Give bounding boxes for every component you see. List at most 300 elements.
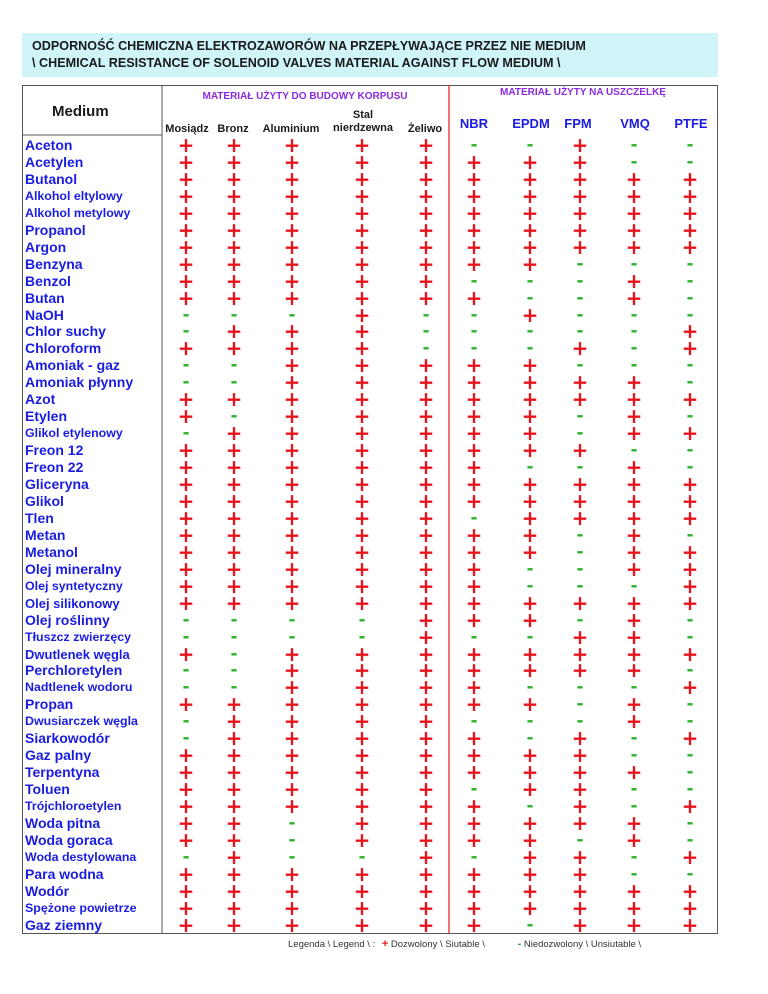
suitable-mark: + [283, 251, 301, 276]
suitable-mark: + [681, 421, 699, 446]
suitable-mark: + [521, 370, 539, 395]
medium-name: Nadtlenek wodoru [25, 680, 133, 695]
suitable-mark: + [417, 692, 435, 717]
unsuitable-mark: - [182, 846, 190, 867]
unsuitable-mark: - [358, 626, 366, 647]
unsuitable-mark: - [470, 779, 478, 800]
medium-name: Metanol [25, 543, 78, 560]
suitable-mark: + [225, 336, 243, 361]
unsuitable-mark: - [686, 745, 694, 766]
unsuitable-mark: - [576, 423, 584, 444]
legend-suitable-text: Dozwolony \ Siutable \ [390, 938, 485, 950]
medium-header: Medium [52, 103, 109, 120]
unsuitable-mark: - [576, 541, 584, 562]
suitable-mark: + [465, 658, 483, 683]
medium-name: Chlor suchy [25, 323, 106, 340]
suitable-mark: + [353, 200, 371, 225]
suitable-mark: + [283, 556, 301, 581]
suitable-mark: + [283, 675, 301, 700]
unsuitable-mark: - [686, 372, 694, 393]
suitable-mark: + [465, 861, 483, 886]
suitable-mark: + [177, 387, 195, 412]
suitable-mark: + [225, 387, 243, 412]
unsuitable-mark: - [526, 558, 534, 579]
suitable-mark: + [417, 811, 435, 835]
suitable-mark: + [177, 234, 195, 259]
suitable-mark: + [353, 794, 371, 819]
unsuitable-mark: - [526, 575, 534, 596]
suitable-mark: + [283, 234, 301, 259]
suitable-mark: + [283, 268, 301, 293]
medium-name: Benzyna [25, 255, 83, 272]
suitable-mark: + [465, 353, 483, 378]
unsuitable-mark: - [182, 728, 190, 749]
suitable-mark: + [681, 675, 699, 700]
suitable-mark: + [177, 895, 195, 920]
suitable-mark: + [417, 522, 435, 547]
suitable-mark: + [177, 217, 195, 242]
legend [288, 938, 668, 956]
suitable-mark: + [353, 505, 371, 530]
unsuitable-mark: - [576, 694, 584, 715]
suitable-mark: + [571, 777, 589, 802]
unsuitable-mark: - [526, 728, 534, 749]
unsuitable-mark: - [230, 304, 238, 325]
suitable-mark: + [225, 692, 243, 717]
column-header-fpm: FPM [564, 116, 592, 131]
suitable-mark: + [353, 319, 371, 344]
suitable-mark: + [353, 692, 371, 717]
unsuitable-mark: - [422, 321, 430, 342]
suitable-mark: + [681, 472, 699, 496]
unsuitable-mark: - [526, 677, 534, 698]
suitable-mark: + [625, 404, 643, 429]
suitable-mark: + [177, 166, 195, 191]
unsuitable-mark: - [230, 626, 238, 647]
unsuitable-mark: - [526, 796, 534, 817]
suitable-mark: + [465, 421, 483, 446]
unsuitable-mark: - [630, 253, 638, 274]
suitable-mark: + [465, 607, 483, 632]
suitable-mark: + [681, 319, 699, 344]
suitable-mark: + [177, 200, 195, 225]
unsuitable-mark: - [630, 151, 638, 172]
suitable-mark: + [417, 844, 435, 869]
suitable-mark: + [417, 607, 435, 632]
unsuitable-mark: - [422, 304, 430, 325]
suitable-mark: + [283, 370, 301, 395]
suitable-mark: + [571, 438, 589, 463]
suitable-mark: + [177, 133, 195, 157]
suitable-mark: + [283, 133, 301, 157]
unsuitable-mark: - [288, 846, 296, 867]
suitable-mark: + [465, 404, 483, 429]
suitable-mark: + [417, 370, 435, 395]
unsuitable-mark: - [576, 355, 584, 376]
suitable-mark: + [225, 760, 243, 785]
suitable-mark: + [465, 438, 483, 463]
unsuitable-mark: - [686, 135, 694, 155]
suitable-mark: + [283, 336, 301, 361]
unsuitable-mark: - [182, 609, 190, 630]
suitable-mark: + [283, 488, 301, 513]
seal-material-group-header: MATERIAŁ UŻYTY NA USZCZELKĘ [500, 87, 666, 98]
unsuitable-mark: - [686, 694, 694, 715]
suitable-mark: + [521, 743, 539, 768]
suitable-mark: + [521, 404, 539, 429]
suitable-mark: + [681, 200, 699, 225]
suitable-mark: + [521, 217, 539, 242]
suitable-mark: + [225, 183, 243, 208]
unsuitable-mark: - [288, 626, 296, 647]
suitable-mark: + [571, 624, 589, 649]
suitable-mark: + [283, 726, 301, 751]
suitable-mark: + [681, 183, 699, 208]
unsuitable-mark: - [288, 813, 296, 833]
suitable-mark: + [625, 811, 643, 835]
suitable-mark: + [225, 844, 243, 869]
unsuitable-mark: - [630, 135, 638, 155]
suitable-mark: + [353, 404, 371, 429]
medium-name: Acetylen [25, 153, 84, 170]
suitable-mark: + [625, 387, 643, 412]
suitable-mark: + [571, 794, 589, 819]
suitable-mark: + [625, 488, 643, 513]
suitable-mark: + [417, 472, 435, 496]
suitable-mark: + [353, 234, 371, 259]
unsuitable-mark: - [576, 829, 584, 850]
medium-name: Amoniak płynny [25, 374, 134, 391]
suitable-mark: + [465, 522, 483, 547]
suitable-mark: + [681, 336, 699, 361]
suitable-mark: + [417, 421, 435, 446]
suitable-mark: + [353, 641, 371, 666]
unsuitable-mark: - [526, 287, 534, 308]
suitable-mark: + [571, 133, 589, 157]
suitable-mark: + [417, 794, 435, 819]
suitable-mark: + [225, 421, 243, 446]
unsuitable-mark: - [576, 558, 584, 579]
suitable-mark: + [225, 794, 243, 819]
suitable-mark: + [625, 522, 643, 547]
suitable-mark: + [571, 726, 589, 751]
suitable-mark: + [353, 336, 371, 361]
suitable-mark: + [283, 438, 301, 463]
suitable-mark: + [417, 285, 435, 310]
title-line-2: \ CHEMICAL RESISTANCE OF SOLENOID VALVES MATERIAL AGAINST FLOW MEDIUM \ [32, 56, 561, 70]
suitable-mark: + [417, 387, 435, 412]
suitable-mark: + [521, 861, 539, 886]
medium-name: Freon 12 [25, 442, 84, 459]
suitable-mark: + [465, 149, 483, 174]
unsuitable-mark: - [630, 846, 638, 867]
suitable-mark: + [681, 641, 699, 666]
suitable-mark: + [417, 539, 435, 564]
unsuitable-mark: - [630, 304, 638, 325]
suitable-mark: + [465, 912, 483, 937]
suitable-mark: + [353, 675, 371, 700]
body-material-group-header: MATERIAŁ UŻYTY DO BUDOWY KORPUSU [202, 91, 408, 102]
suitable-mark: + [225, 743, 243, 768]
suitable-mark: + [465, 285, 483, 310]
medium-name: Tłuszcz zwierzęcy [25, 629, 132, 644]
medium-name: NaOH [25, 306, 64, 323]
suitable-mark: + [417, 777, 435, 802]
suitable-mark: + [521, 488, 539, 513]
suitable-mark: + [571, 488, 589, 513]
suitable-mark: + [417, 709, 435, 734]
suitable-mark: + [465, 166, 483, 191]
unsuitable-mark: - [686, 287, 694, 308]
suitable-mark: + [681, 217, 699, 242]
suitable-mark: + [353, 912, 371, 937]
medium-name: Gliceryna [25, 476, 89, 492]
suitable-mark: + [521, 505, 539, 530]
suitable-mark: + [353, 777, 371, 802]
suitable-mark: + [417, 743, 435, 768]
suitable-mark: + [225, 319, 243, 344]
unsuitable-mark: - [576, 575, 584, 596]
suitable-mark: + [417, 251, 435, 276]
suitable-mark: + [283, 183, 301, 208]
suitable-mark: + [465, 760, 483, 785]
suitable-mark: + [465, 878, 483, 903]
suitable-mark: + [353, 421, 371, 446]
suitable-mark: + [521, 353, 539, 378]
suitable-mark: + [353, 861, 371, 886]
suitable-mark: + [225, 709, 243, 734]
unsuitable-mark: - [630, 575, 638, 596]
suitable-mark: + [283, 472, 301, 496]
suitable-mark: + [353, 370, 371, 395]
suitable-mark: + [225, 861, 243, 886]
suitable-mark: + [465, 895, 483, 920]
suitable-mark: + [177, 760, 195, 785]
unsuitable-mark: - [686, 762, 694, 783]
unsuitable-mark: - [686, 779, 694, 800]
suitable-mark: + [571, 641, 589, 666]
unsuitable-mark: - [470, 626, 478, 647]
suitable-mark: + [283, 353, 301, 378]
suitable-mark: + [417, 861, 435, 886]
suitable-mark: + [353, 658, 371, 683]
suitable-mark: + [625, 285, 643, 310]
suitable-mark: + [417, 149, 435, 174]
suitable-mark: + [417, 455, 435, 480]
medium-name: Olej mineralny [25, 560, 122, 577]
medium-name: Tlen [25, 509, 54, 526]
suitable-mark: + [283, 319, 301, 344]
suitable-mark: + [177, 794, 195, 819]
suitable-mark: + [417, 438, 435, 463]
unsuitable-mark: - [686, 524, 694, 545]
suitable-mark: + [625, 556, 643, 581]
suitable-mark: + [417, 878, 435, 903]
suitable-mark: + [177, 472, 195, 496]
unsuitable-mark: - [526, 270, 534, 291]
suitable-mark: + [625, 827, 643, 852]
column-header-ptfe: PTFE [674, 116, 708, 131]
suitable-mark: + [571, 166, 589, 191]
suitable-mark: + [177, 811, 195, 835]
suitable-mark: + [465, 472, 483, 496]
suitable-mark: + [177, 251, 195, 276]
suitable-mark: + [353, 878, 371, 903]
suitable-mark: + [225, 268, 243, 293]
suitable-mark: + [283, 760, 301, 785]
unsuitable-mark: - [686, 711, 694, 732]
suitable-mark: + [225, 234, 243, 259]
unsuitable-mark: - [470, 135, 478, 155]
suitable-mark: + [177, 285, 195, 310]
suitable-mark: + [571, 590, 589, 615]
column-header-epdm: EPDM [512, 116, 550, 131]
unsuitable-mark: - [288, 829, 296, 850]
suitable-mark: + [521, 539, 539, 564]
suitable-mark: + [353, 166, 371, 191]
suitable-mark: + [465, 641, 483, 666]
suitable-mark: + [625, 455, 643, 480]
suitable-mark: + [283, 455, 301, 480]
unsuitable-mark: - [576, 457, 584, 478]
suitable-mark: + [353, 573, 371, 598]
suitable-mark: + [571, 387, 589, 412]
medium-name: Wodór [25, 882, 70, 899]
suitable-mark: + [177, 556, 195, 581]
suitable-mark: + [177, 488, 195, 513]
suitable-mark: + [225, 488, 243, 513]
suitable-mark: + [625, 200, 643, 225]
suitable-mark: + [283, 166, 301, 191]
suitable-mark: + [465, 455, 483, 480]
suitable-mark: + [465, 370, 483, 395]
suitable-mark: + [225, 726, 243, 751]
title-line-1: ODPORNOŚĆ CHEMICZNA ELEKTROZAWORÓW NA PRZEPŁYWAJĄCE PRZEZ NIE MEDIUM [32, 39, 586, 53]
suitable-mark: + [283, 895, 301, 920]
suitable-mark: + [521, 895, 539, 920]
unsuitable-mark: - [576, 321, 584, 342]
medium-name: Butan [25, 289, 65, 306]
suitable-mark: + [571, 861, 589, 886]
suitable-mark: + [521, 522, 539, 547]
suitable-mark: + [177, 455, 195, 480]
suitable-mark: + [625, 370, 643, 395]
suitable-mark: + [465, 827, 483, 852]
suitable-mark: + [571, 234, 589, 259]
suitable-mark: + [465, 183, 483, 208]
suitable-mark: + [177, 590, 195, 615]
unsuitable-mark: - [630, 863, 638, 884]
suitable-mark: + [521, 234, 539, 259]
suitable-mark: + [417, 675, 435, 700]
suitable-mark: + [417, 658, 435, 683]
suitable-mark: + [625, 505, 643, 530]
suitable-mark: + [521, 387, 539, 412]
unsuitable-mark: - [288, 304, 296, 325]
resistance-table [22, 85, 718, 937]
suitable-mark: + [283, 590, 301, 615]
suitable-mark: + [571, 472, 589, 496]
suitable-mark: + [681, 726, 699, 751]
suitable-mark: + [225, 472, 243, 496]
suitable-mark: + [521, 641, 539, 666]
suitable-mark: + [177, 692, 195, 717]
suitable-mark: + [225, 590, 243, 615]
suitable-mark: + [225, 878, 243, 903]
unsuitable-mark: - [470, 270, 478, 291]
suitable-mark: + [625, 624, 643, 649]
suitable-mark: + [521, 472, 539, 496]
suitable-mark: + [625, 607, 643, 632]
unsuitable-mark: - [630, 728, 638, 749]
suitable-mark: + [283, 522, 301, 547]
column-header-cast-iron: Żeliwo [407, 123, 443, 135]
suitable-mark: + [521, 438, 539, 463]
unsuitable-mark: - [230, 643, 238, 664]
suitable-mark: + [625, 641, 643, 666]
column-header-stainless-steel: Stal nierdzewna [333, 109, 393, 134]
suitable-mark: + [353, 133, 371, 157]
suitable-mark: + [465, 743, 483, 768]
suitable-mark: + [465, 539, 483, 564]
suitable-mark: + [417, 590, 435, 615]
unsuitable-mark: - [576, 287, 584, 308]
suitable-mark: + [681, 488, 699, 513]
unsuitable-mark: - [630, 321, 638, 342]
suitable-mark: + [417, 641, 435, 666]
suitable-mark: + [225, 811, 243, 835]
suitable-mark: + [417, 726, 435, 751]
unsuitable-mark: - [470, 321, 478, 342]
suitable-mark: + [225, 166, 243, 191]
suitable-mark: + [353, 251, 371, 276]
suitable-mark: + [571, 183, 589, 208]
suitable-mark: + [177, 641, 195, 666]
suitable-mark: + [417, 760, 435, 785]
suitable-mark: + [521, 251, 539, 276]
suitable-mark: + [283, 573, 301, 598]
unsuitable-mark: - [686, 304, 694, 325]
suitable-mark: + [465, 488, 483, 513]
suitable-mark: + [353, 811, 371, 835]
suitable-mark: + [465, 556, 483, 581]
suitable-mark: + [521, 200, 539, 225]
suitable-mark: + [353, 217, 371, 242]
suitable-mark: + [353, 590, 371, 615]
unsuitable-mark: - [182, 355, 190, 376]
suitable-mark: + [625, 760, 643, 785]
medium-name: Gaz ziemny [25, 916, 103, 933]
suitable-mark: + [177, 539, 195, 564]
unsuitable-mark: - [470, 507, 478, 528]
suitable-mark: + [681, 505, 699, 530]
unsuitable-mark: - [686, 626, 694, 647]
medium-name: Argon [25, 238, 67, 255]
unsuitable-mark: - [526, 914, 534, 935]
suitable-mark: + [571, 760, 589, 785]
suitable-mark: + [225, 573, 243, 598]
medium-name: Olej syntetyczny [25, 578, 123, 593]
medium-name: Propanol [25, 221, 86, 238]
unsuitable-mark: - [686, 440, 694, 461]
suitable-mark: + [417, 183, 435, 208]
suitable-mark: + [353, 455, 371, 480]
suitable-mark: + [283, 794, 301, 819]
suitable-mark: + [353, 268, 371, 293]
suitable-mark: + [177, 336, 195, 361]
suitable-mark: + [521, 811, 539, 835]
suitable-mark: + [681, 573, 699, 598]
